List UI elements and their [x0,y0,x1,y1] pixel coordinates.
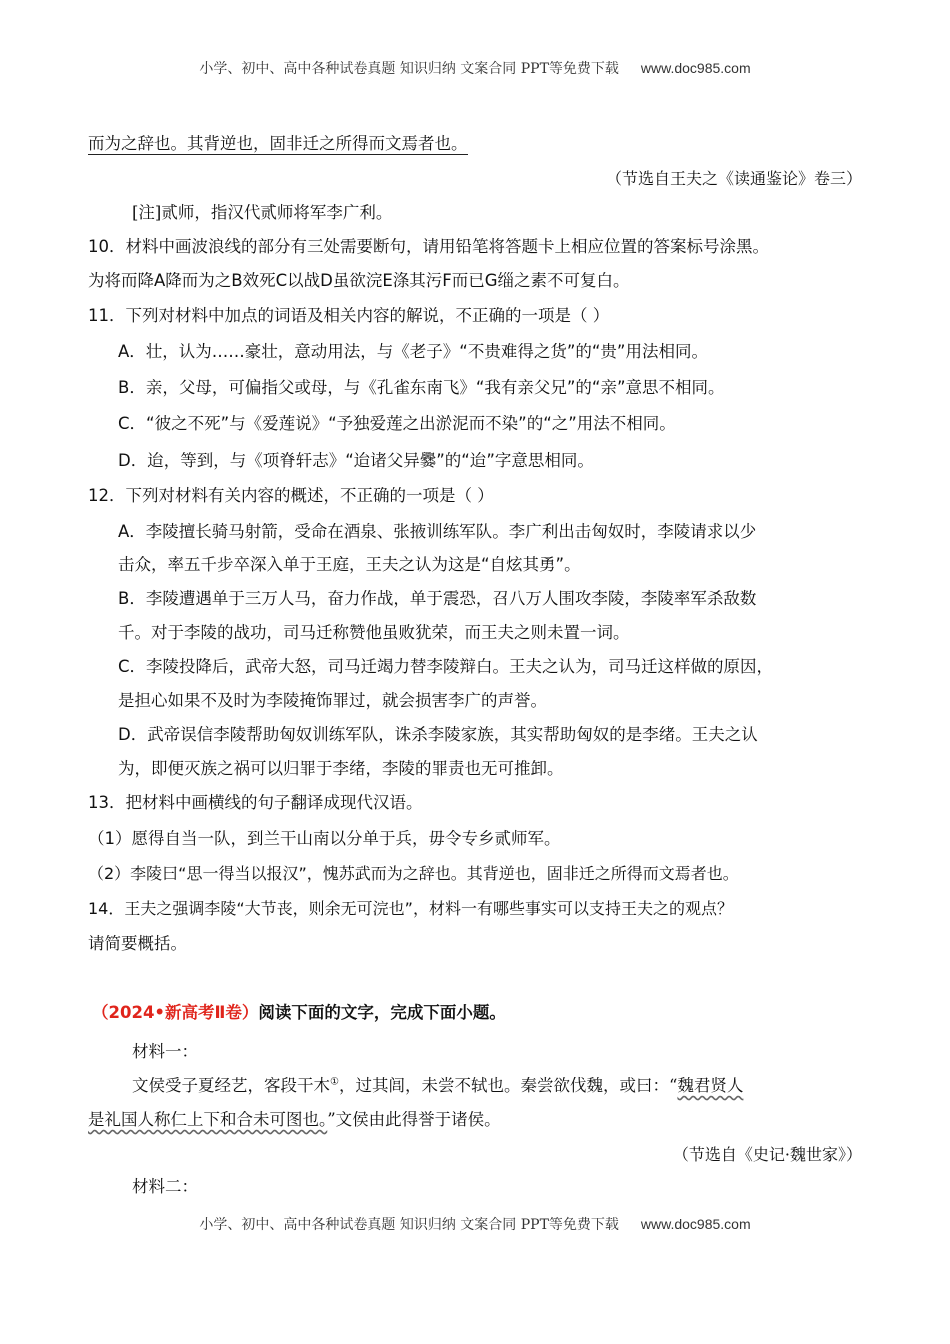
q11-option-c: C．“彼之不死”与《爱莲说》“予独爱莲之出淤泥而不染”的“之”用法不相同。 [118,414,676,433]
q12-option-d-line2: 为，即便灭族之祸可以归罪于李绪，李陵的罪责也无可推卸。 [118,759,564,778]
material1-line2 [88,1109,501,1131]
underlined-sentence: 而为之辞也。其背逆也，固非迁之所得而文焉者也。 [88,134,468,153]
q12-stem: 12．下列对材料有关内容的概述，不正确的一项是（ ） [88,486,494,505]
q14-line1: 14．王夫之强调李陵“大节丧，则余无可浣也”，材料一有哪些事实可以支持王夫之的观点？ [88,899,733,918]
q11-option-a: A．壮，认为……豪壮，意动用法，与《老子》“不贵难得之货”的“贵”用法相同。 [118,342,708,361]
section2-heading [92,1002,506,1024]
q10-stem: 10．材料中画波浪线的部分有三处需要断句，请用铅笔将答题卡上相应位置的答案标号涂黑。 [88,237,769,256]
q14-line2: 请简要概括。 [88,934,187,953]
q13-stem: 13．把材料中画横线的句子翻译成现代汉语。 [88,793,423,812]
section2-title: 阅读下面的文字，完成下面小题。 [258,1003,506,1022]
passage-source: （节选自王夫之《读通鉴论》卷三） [605,169,862,188]
q12-option-c-line2: 是担心如果不及时为李陵掩饰罪过，就会损害李广的声誉。 [118,691,547,710]
exam-source-tag: （2024•新高考Ⅱ卷） [92,1003,259,1022]
q11-option-d: D．迨，等到，与《项脊轩志》“迨诸父异爨”的“迨”字意思相同。 [118,451,594,470]
page-footer [0,1214,950,1234]
material1-label: 材料一： [132,1042,198,1061]
q12-option-b-line2: 千。对于李陵的战功，司马迁称赞他虽败犹荣，而王夫之则未置一词。 [118,623,630,642]
q12-option-d-line1: D．武帝误信李陵帮助匈奴训练军队，诛杀李陵家族，其实帮助匈奴的是李绪。王夫之认 [118,725,758,744]
m1-text-a: 文侯受子夏经艺，客段干木 [132,1076,330,1095]
passage-line [88,133,468,155]
m1-text-b: ，过其闾，未尝不轼也。秦尝欲伐魏，或曰：“ [338,1076,678,1095]
q12-option-a-line2: 击众，率五千步卒深入单于王庭，王夫之认为这是“自炫其勇”。 [118,555,581,574]
material1-source: （节选自《史记·魏世家》） [672,1145,862,1164]
footer-text: 小学、初中、高中各种试卷真题 知识归纳 文案合同 PPT等免费下载 [199,1217,619,1233]
m1-wavy-text-b: 是礼国人称仁上下和合未可图也。 [88,1110,328,1129]
header-url[interactable]: www.doc985.com [640,60,751,76]
m1-text-c: ”文侯由此得誉于诸侯。 [327,1110,501,1129]
q12-option-a-line1: A．李陵擅长骑马射箭，受命在酒泉、张掖训练军队。李广利出击匈奴时，李陵请求以少 [118,522,757,541]
header-text: 小学、初中、高中各种试卷真题 知识归纳 文案合同 PPT等免费下载 [199,61,619,77]
q11-option-b: B．亲，父母，可偏指父或母，与《孔雀东南飞》“我有亲父兄”的“亲”意思不相同。 [118,378,725,397]
q12-option-c-line1: C．李陵投降后，武帝大怒，司马迁竭力替李陵辩白。王夫之认为，司马迁这样做的原因， [118,657,774,676]
q13-sentence-2: （2）李陵曰“思一得当以报汉”，愧苏武而为之辞也。其背逆也，固非迁之所得而文焉者也。 [88,864,739,883]
passage-note: [注]贰师，指汉代贰师将军李广利。 [132,203,393,222]
footnote-marker: ① [330,1076,339,1088]
material2-label: 材料二： [132,1177,198,1196]
footer-url[interactable]: www.doc985.com [640,1216,751,1232]
material1-line1 [132,1075,743,1097]
q11-stem: 11．下列对材料中加点的词语及相关内容的解说，不正确的一项是（ ） [88,306,610,325]
q12-option-b-line1: B．李陵遭遇单于三万人马，奋力作战，单于震恐，召八万人围攻李陵，李陵率军杀敌数 [118,589,757,608]
q10-text: 为将而降A降而为之B效死C以战D虽欲浣E涤其污F而已G缁之素不可复白。 [88,271,630,290]
q13-sentence-1: （1）愿得自当一队，到兰干山南以分单于兵，毋令专乡贰师军。 [88,829,561,848]
page-header [0,58,950,78]
m1-wavy-text-a: 魏君贤人 [677,1076,744,1095]
